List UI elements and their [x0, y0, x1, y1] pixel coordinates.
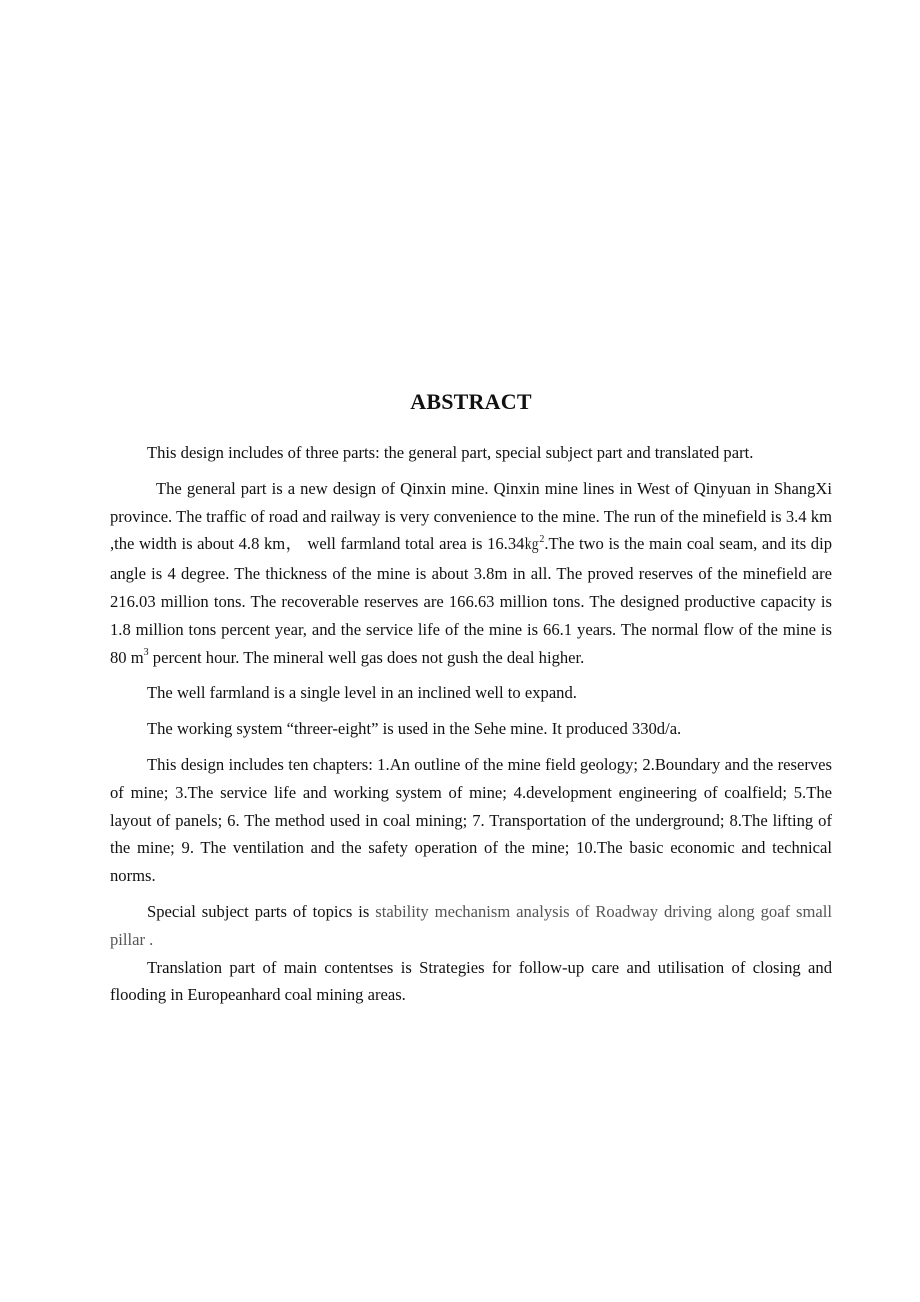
cubic-superscript: 3	[143, 647, 149, 659]
paragraph-general-part	[110, 475, 832, 672]
general-part-text-c: percent hour. The mineral well gas does not gush the deal higher.	[148, 647, 585, 667]
special-subject-lead: Special subject parts of topics is	[147, 901, 376, 921]
paragraph-chapters: This design includes ten chapters: 1.An outline of the mine field geology; 2.Boundary and the reserves of mine; 3.The service life and working system of mine; 4.development engineering of coalfield; 5.The layout of panels; 6. The method used in coal mining; 7. Transportation of the underground; 8.The lifting of the mine; 9. The ventilation and the safety operation of the mine; 10.The basic economic and technical norms.	[110, 754, 832, 886]
paragraph-well-farmland: The well farmland is a single level in an inclined well to expand.	[147, 683, 577, 703]
abstract-title: ABSTRACT	[410, 389, 532, 414]
paragraph-working-system: The working system “threer-eight” is used in the Sehe mine. It produced 330d/a.	[147, 719, 682, 739]
special-subject-topic: stability mechanism analysis of Roadway driving along goaf small pillar .	[110, 901, 832, 949]
area-unit-superscript: 2	[539, 533, 545, 545]
abstract-section	[110, 385, 832, 1017]
general-part-text-a: The general part is a new design of Qinxin mine. Qinxin mine lines in West of Qinyuan in ShangXi province. The traffic of road and railway is very convenience to the mine. The run of the minefield is 3.4 km ,the width is about 4.8 km， well farmland total area is 16.34	[110, 478, 832, 554]
paragraph-overview: This design includes of three parts: the general part, special subject part and translated part.	[147, 443, 754, 462]
area-unit: ㎏	[524, 537, 540, 554]
general-part-text-b: .The two is the main coal seam, and its dip angle is 4 degree. The thickness of the mine is about 3.8m in all. The proved reserves of the minefield are 216.03 million tons. The recoverable reserves are 166.63 million tons. The designed productive capacity is 1.8 million tons percent year, and the service life of the mine is 66.1 years. The normal flow of the mine is 80 m	[110, 534, 833, 667]
paragraph-translation: Translation part of main contentses is Strategies for follow-up care and utilisation of closing and flooding in Europeanhard coal mining areas.	[110, 957, 832, 1005]
paragraph-special-subject	[110, 898, 832, 954]
